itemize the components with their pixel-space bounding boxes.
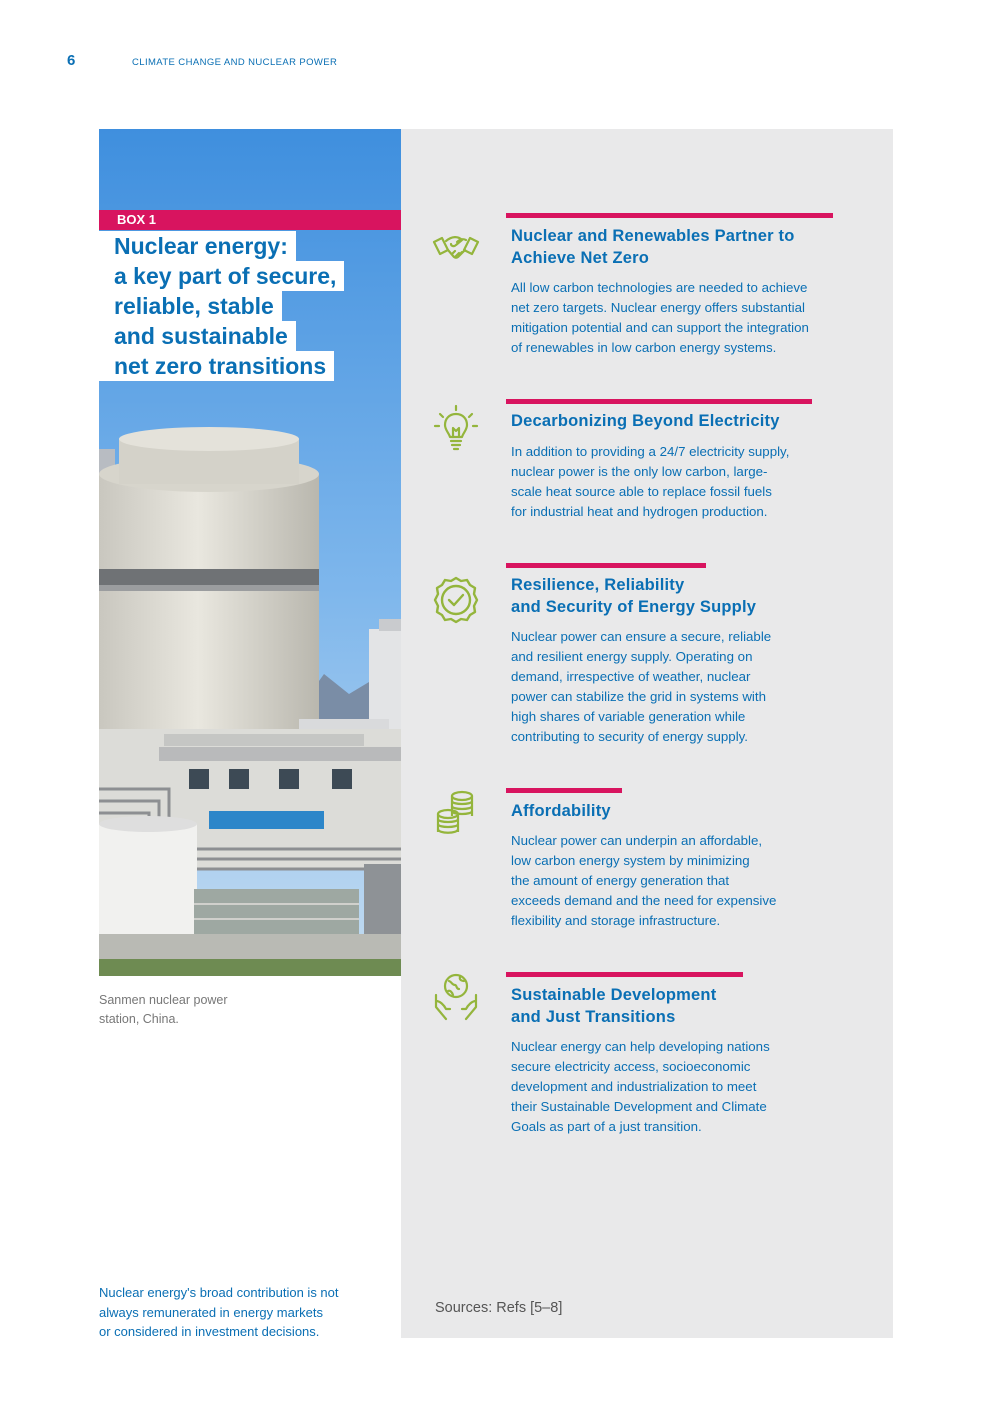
section-title: Nuclear and Renewables Partner to Achieve Net Zero (511, 227, 795, 267)
box-title-line: net zero transitions (99, 351, 334, 381)
running-title: CLIMATE CHANGE AND NUCLEAR POWER (132, 57, 338, 68)
check-badge-icon (432, 576, 480, 624)
footnote (99, 1283, 399, 1342)
section-body: Nuclear power can ensure a secure, reliable and resilient energy supply. Operating on demand, irrespective of weather, nuclear power can stabilize the grid in systems with high shares of variable generation while contributing to security of energy supply. (511, 629, 772, 744)
section-body: Nuclear power can underpin an affordable, low carbon energy system by minimizing the amount of energy generation that exceeds demand and the need for expensive flexibility and storage infrastructure. (511, 833, 777, 928)
footnote-line: always remunerated in energy markets (99, 1304, 323, 1320)
page-number: 6 (67, 52, 76, 69)
footnote-line: Nuclear energy's broad contribution is not (99, 1285, 339, 1300)
section-divider (506, 213, 833, 218)
section-divider (506, 399, 812, 404)
photo-caption-line: station, China. (99, 1012, 179, 1026)
footnote-line: or considered in investment decisions. (99, 1324, 320, 1339)
handshake-icon (432, 224, 480, 272)
globe-in-hands-icon (432, 973, 480, 1021)
coin-stack-icon (432, 789, 480, 837)
section-divider (506, 972, 743, 977)
box-title-line: Nuclear energy: (99, 231, 296, 261)
section-title: Resilience, Reliability and Security of Energy Supply (511, 576, 757, 616)
photo-caption-line: Sanmen nuclear power (99, 993, 228, 1007)
box-title-line: and sustainable (99, 321, 296, 351)
section-title: Decarbonizing Beyond Electricity (511, 412, 780, 430)
sources-note: Sources: Refs [5–8] (435, 1300, 563, 1316)
lightbulb-icon (432, 404, 480, 452)
box-title-line: a key part of secure, (99, 261, 344, 291)
section-body: All low carbon technologies are needed to achieve net zero targets. Nuclear energy offers substantial mitigation potential and can support the integration of renewables in low carbon energy systems. (511, 280, 809, 355)
section-divider (506, 788, 622, 793)
box-title (99, 231, 344, 381)
photo-caption (99, 991, 289, 1029)
box-label: BOX 1 (99, 210, 403, 230)
section-divider (506, 563, 706, 568)
section-body: Nuclear energy can help developing nations secure electricity access, socioeconomic development and industrialization to meet their Sustainable Development and Climate Goals as part of a just transition. (511, 1039, 770, 1134)
section-title: Sustainable Development and Just Transitions (511, 986, 717, 1026)
section-title: Affordability (511, 802, 611, 820)
section-body: In addition to providing a 24/7 electricity supply, nuclear power is the only low carbon, large- scale heat source able to replace fossil fuels for industrial heat and hydrogen production. (511, 444, 790, 519)
box-title-line: reliable, stable (99, 291, 282, 321)
